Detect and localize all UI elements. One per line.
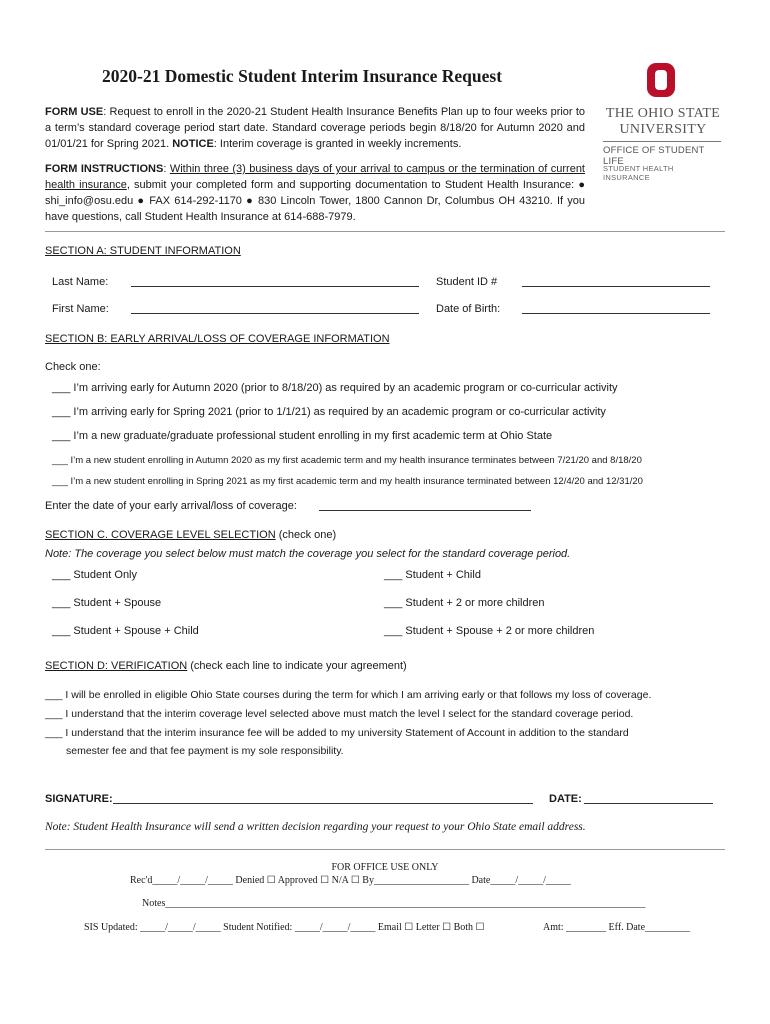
- student-id-field[interactable]: [522, 277, 710, 287]
- dob-field[interactable]: [522, 304, 710, 314]
- coverage-student-spouse-2-children[interactable]: ___ Student + Spouse + 2 or more children: [384, 625, 595, 637]
- coverage-student-child[interactable]: ___ Student + Child: [384, 569, 481, 581]
- new-student-spring-option[interactable]: ___ I’m a new student enrolling in Spring 2021 as my first academic term and my health insurance terminated between 12/4/20 and 12/31/20: [52, 476, 643, 487]
- department-name: STUDENT HEALTH INSURANCE: [603, 164, 674, 182]
- dob-label: Date of Birth:: [436, 303, 501, 315]
- office-name: OFFICE OF STUDENT LIFE: [603, 145, 705, 167]
- section-c-heading: SECTION C. COVERAGE LEVEL SELECTION (check one): [45, 529, 337, 541]
- form-instructions-paragraph: FORM INSTRUCTIONS: Within three (3) business days of your arrival to campus or the termination of current health insurance, submit your completed form and supporting documentation to Student Health Insurance: ● shi_info@osu.edu ● FAX 614-292-1170 ● 830 Lincoln Tower, 1800 Cannon Dr, Columbus OH 43210. If you have questions, call Student Health Insurance at 614-688-7979.: [45, 163, 585, 223]
- coverage-date-field[interactable]: [319, 501, 531, 511]
- signature-field[interactable]: [113, 794, 533, 804]
- section-d-heading: SECTION D: VERIFICATION (check each line to indicate your agreement): [45, 660, 407, 672]
- office-use-title: FOR OFFICE USE ONLY: [331, 862, 439, 873]
- signature-date-field[interactable]: [584, 794, 713, 804]
- last-name-label: Last Name:: [52, 276, 109, 288]
- office-use-amount: Amt: ________ Eff. Date_________: [543, 922, 691, 933]
- coverage-student-only[interactable]: ___ Student Only: [52, 569, 138, 581]
- early-arrival-option-autumn[interactable]: ___ I’m arriving early for Autumn 2020 (prior to 8/18/20) as required by an academic program or co-curricular activity: [52, 382, 618, 394]
- early-arrival-option-spring[interactable]: ___ I’m arriving early for Spring 2021 (prior to 1/1/21) as required by an academic program or co-curricular activity: [52, 406, 606, 418]
- first-name-label: First Name:: [52, 303, 109, 315]
- first-name-field[interactable]: [131, 304, 419, 314]
- last-name-field[interactable]: [131, 277, 419, 287]
- logo-divider: [603, 141, 721, 142]
- coverage-note: Note: The coverage you select below must match the coverage you select for the standard coverage period.: [45, 548, 571, 560]
- form-use-paragraph: FORM USE: Request to enroll in the 2020-21 Student Health Insurance Benefits Plan up to four weeks prior to a term’s standard coverage period start date. Standard coverage periods begin 8/18/20 for Autumn 2020 and 01/01/21 for Spring 2021. NOTICE: Interim coverage is granted in weekly increments.: [45, 106, 585, 150]
- section-a-heading: SECTION A: STUDENT INFORMATION: [45, 245, 241, 257]
- student-id-label: Student ID #: [436, 276, 498, 288]
- divider: [45, 231, 725, 232]
- ohio-state-block-o-logo: [646, 62, 676, 98]
- new-student-autumn-option[interactable]: ___ I’m a new student enrolling in Autumn 2020 as my first academic term and my health insurance terminates between 7/21/20 and 8/18/20: [52, 455, 642, 466]
- verification-item-fee[interactable]: ___ I understand that the interim insurance fee will be added to my university Statement of Account in addition to the standard: [45, 727, 629, 739]
- coverage-student-spouse-child[interactable]: ___ Student + Spouse + Child: [52, 625, 199, 637]
- coverage-student-2-children[interactable]: ___ Student + 2 or more children: [384, 597, 545, 609]
- coverage-student-spouse[interactable]: ___ Student + Spouse: [52, 597, 162, 609]
- office-use-sis-updated: SIS Updated: _____/_____/_____ Student Notified: _____/_____/_____ Email ☐ Letter ☐ Both ☐: [84, 922, 485, 933]
- university-name: THE OHIO STATE UNIVERSITY: [605, 106, 721, 137]
- section-b-heading: SECTION B: EARLY ARRIVAL/LOSS OF COVERAGE INFORMATION: [45, 333, 390, 345]
- signature-label: SIGNATURE:: [45, 793, 113, 805]
- check-one-label: Check one:: [45, 361, 101, 373]
- verification-item-coverage-level[interactable]: ___ I understand that the interim coverage level selected above must match the level I select for the standard coverage period.: [45, 708, 634, 720]
- form-title: 2020-21 Domestic Student Interim Insurance Request: [102, 66, 503, 86]
- verification-item-enrollment[interactable]: ___ I will be enrolled in eligible Ohio State courses during the term for which I am arriving early or that follows my loss of coverage.: [45, 689, 652, 701]
- new-graduate-option[interactable]: ___ I’m a new graduate/graduate professional student enrolling in my first academic term at Ohio State: [52, 430, 553, 442]
- verification-item-fee-continued: semester fee and that fee payment is my sole responsibility.: [66, 745, 344, 757]
- coverage-date-label: Enter the date of your early arrival/loss of coverage:: [45, 500, 297, 512]
- office-use-row-received: Rec'd_____/_____/_____ Denied ☐ Approved ☐ N/A ☐ By___________________ Date_____/_____/_____: [130, 875, 571, 886]
- office-use-notes: Notes________________________________________________________________________________________________: [142, 898, 646, 909]
- divider: [45, 849, 725, 850]
- decision-note: Note: Student Health Insurance will send a written decision regarding your request to your Ohio State email address.: [45, 821, 586, 833]
- signature-date-label: DATE:: [549, 793, 582, 805]
